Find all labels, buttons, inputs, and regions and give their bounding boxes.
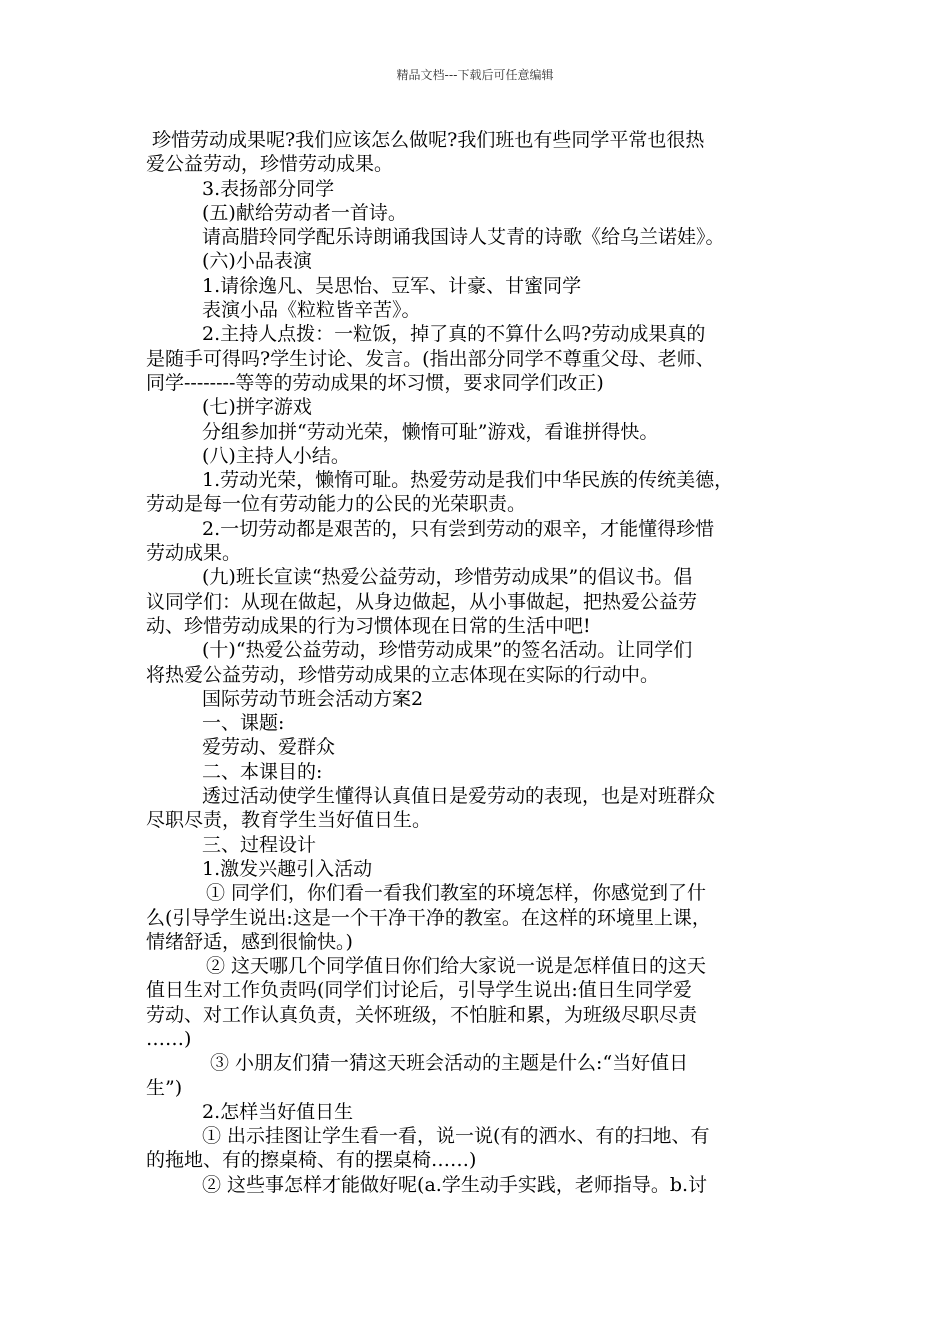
- paragraph-line: ② 这天哪几个同学值日你们给大家说一说是怎样值日的这天: [206, 955, 707, 978]
- paragraph-line: 三、过程设计: [202, 833, 317, 856]
- paragraph-line: 2.主持人点拨：一粒饭，掉了真的不算什么吗?劳动成果真的: [202, 323, 706, 346]
- paragraph-line: 分组参加拼“劳动光荣，懒惰可耻”游戏，看谁拼得快。: [202, 420, 659, 443]
- paragraph-line: 劳动是每一位有劳动能力的公民的光荣职责。: [146, 493, 527, 516]
- paragraph-line: 情绪舒适，感到很愉快。): [146, 930, 353, 953]
- paragraph-line: (六)小品表演: [202, 250, 312, 273]
- paragraph-line: 珍惜劳动成果呢?我们应该怎么做呢?我们班也有些同学平常也很热: [152, 129, 705, 151]
- paragraph-line: 生”): [146, 1076, 183, 1099]
- paragraph-line: 1.劳动光荣，懒惰可耻。热爱劳动是我们中华民族的传统美德，: [202, 469, 734, 492]
- paragraph-line: ……): [146, 1027, 192, 1050]
- paragraph-line: 表演小品《粒粒皆辛苦》。: [202, 299, 421, 322]
- paragraph-line: ③ 小朋友们猜一猜这天班会活动的主题是什么:“当好值日: [210, 1052, 689, 1075]
- paragraph-line: 么(引导学生说出:这是一个干净干净的教室。在这样的环境里上课，: [146, 906, 711, 929]
- paragraph-line: ① 出示挂图让学生看一看，说一说(有的洒水、有的扫地、有: [202, 1125, 710, 1148]
- paragraph-line: 一、课题:: [202, 712, 285, 735]
- section-title: 国际劳动节班会活动方案2: [202, 687, 424, 710]
- paragraph-line: ② 这些事怎样才能做好呢(a.学生动手实践，老师指导。b.讨: [202, 1173, 708, 1196]
- paragraph-line: ① 同学们，你们看一看我们教室的环境怎样，你感觉到了什: [206, 882, 707, 905]
- paragraph-line: (九)班长宣读“热爱公益劳动，珍惜劳动成果”的倡议书。倡: [202, 566, 693, 589]
- page-header: 精品文档---下载后可任意编辑: [396, 68, 554, 82]
- paragraph-line: 请高腊玲同学配乐诗朗诵我国诗人艾青的诗歌《给乌兰诺娃》。: [202, 226, 725, 249]
- paragraph-line: 1.激发兴趣引入活动: [202, 857, 373, 880]
- paragraph-line: 透过活动使学生懂得认真值日是爱劳动的表现，也是对班群众: [202, 785, 716, 808]
- paragraph-line: 议同学们：从现在做起，从身边做起，从小事做起，把热爱公益劳: [146, 590, 698, 613]
- paragraph-line: (七)拼字游戏: [202, 396, 312, 419]
- paragraph-line: 1.请徐逸凡、吴思怡、豆军、计豪、甘蜜同学: [202, 274, 582, 297]
- paragraph-line: 劳动、对工作认真负责，关怀班级，不怕脏和累，为班级尽职尽责: [146, 1003, 698, 1026]
- paragraph-line: 爱公益劳动，珍惜劳动成果。: [146, 153, 394, 176]
- paragraph-line: 爱劳动、爱群众: [202, 736, 336, 759]
- paragraph-line: 将热爱公益劳动，珍惜劳动成果的立志体现在实际的行动中。: [146, 663, 660, 686]
- paragraph-line: (五)献给劳动者一首诗。: [202, 201, 407, 224]
- paragraph-line: 是随手可得吗?学生讨论、发言。(指出部分同学不尊重父母、老师、: [146, 347, 715, 370]
- paragraph-line: 2.一切劳动都是艰苦的，只有尝到劳动的艰辛，才能懂得珍惜: [202, 517, 715, 540]
- paragraph-line: 动、珍惜劳动成果的行为习惯体现在日常的生活中吧!: [146, 614, 591, 637]
- paragraph-line: (十)“热爱公益劳动，珍惜劳动成果”的签名活动。让同学们: [202, 639, 693, 662]
- paragraph-line: 尽职尽责，教育学生当好值日生。: [146, 809, 432, 832]
- paragraph-line: 二、本课目的:: [202, 760, 323, 783]
- paragraph-line: 值日生对工作负责吗(同学们讨论后，引导学生说出:值日生同学爱: [146, 979, 692, 1002]
- paragraph-line: 3.表扬部分同学: [202, 177, 335, 200]
- paragraph-line: 的拖地、有的擦桌椅、有的摆桌椅……): [146, 1149, 477, 1172]
- paragraph-line: 2.怎样当好值日生: [202, 1100, 354, 1123]
- paragraph-line: (八)主持人小结。: [202, 444, 350, 467]
- document-body: [146, 128, 810, 1197]
- paragraph-line: 劳动成果。: [146, 542, 242, 565]
- paragraph-line: 同学--------等等的劳动成果的坏习惯，要求同学们改正): [146, 371, 604, 394]
